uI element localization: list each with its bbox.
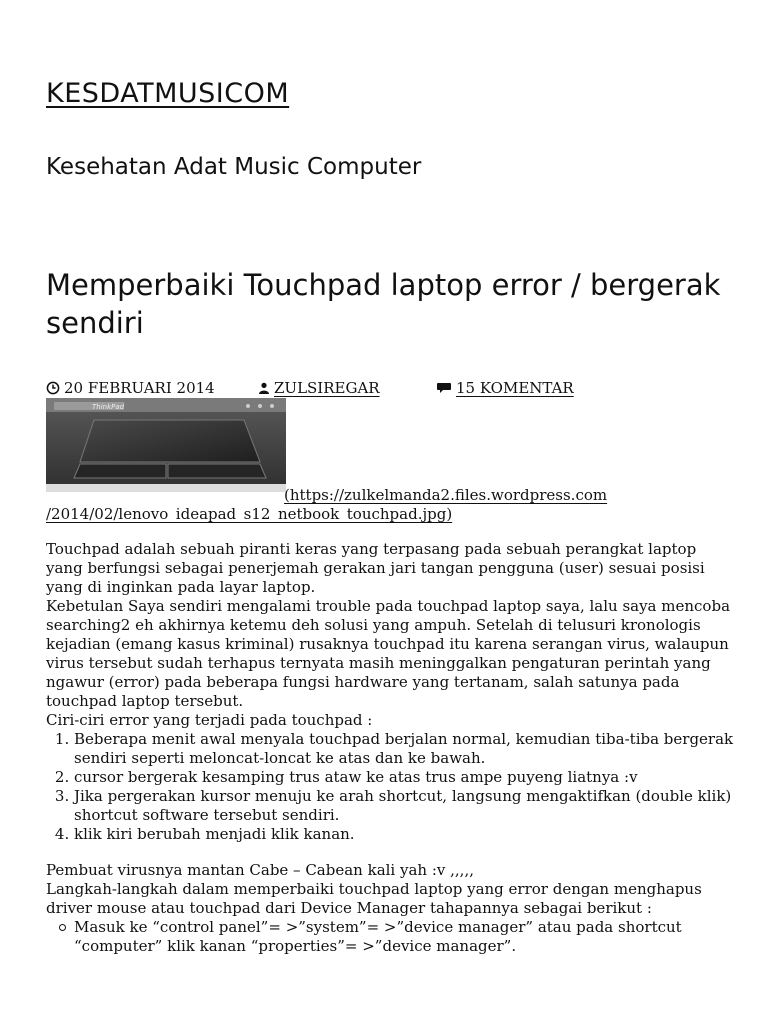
clock-icon [46, 381, 60, 395]
site-title-link[interactable]: KESDATMUSICOM [46, 78, 290, 109]
user-icon [258, 382, 270, 394]
step-text: Masuk ke “control panel”= >”system”= >”device manager” atau pada shortcut “computer” klik kanan “properties”= >”device manager”. [74, 918, 682, 955]
post-comments[interactable] [436, 378, 574, 398]
paragraph: Pembuat virusnya mantan Cabe – Cabean kali yah :v ,,,,, [46, 861, 474, 879]
post-date-text: 20 FEBRUARI 2014 [64, 379, 215, 397]
image-link-line2[interactable]: /2014/02/lenovo_ideapad_s12_netbook_touchpad.jpg) [46, 505, 453, 523]
symptom-list [46, 730, 736, 844]
touchpad-image[interactable] [46, 398, 286, 492]
comment-icon [436, 381, 452, 395]
post-comments-link[interactable]: 15 KOMENTAR [456, 379, 574, 397]
post-author-link[interactable]: ZULSIREGAR [274, 379, 380, 397]
post-author[interactable] [258, 378, 380, 398]
list-item [74, 918, 736, 956]
paragraph: Touchpad adalah sebuah piranti keras yang terpasang pada sebuah perangkat laptop yang berfungsi sebagai penerjemah gerakan jari tangan pengguna (user) sesuai posisi yang di inginkan pada layar laptop. [46, 540, 705, 596]
site-description: Kesehatan Adat Music Computer [46, 154, 422, 180]
image-link-line1[interactable]: (https://zulkelmanda2.files.wordpress.com [284, 486, 608, 504]
list-item: 3. Jika pergerakan kursor menuju ke arah shortcut, langsung mengaktifkan (double klik) shortcut software tersebut sendiri. [74, 787, 736, 825]
steps-list [46, 918, 736, 956]
post-content [46, 540, 736, 956]
list-item: 1. Beberapa menit awal menyala touchpad berjalan normal, kemudian tiba-tiba bergerak sendiri seperti meloncat-loncat ke atas dan ke bawah. [74, 730, 736, 768]
image-source-link[interactable] [46, 486, 736, 524]
list-item: 4. klik kiri berubah menjadi klik kanan. [74, 825, 736, 844]
thinkpad-logo-text: ThinkPad [92, 403, 125, 411]
paragraph: Langkah-langkah dalam memperbaiki touchpad laptop yang error dengan menghapus driver mouse atau touchpad dari Device Manager tahapannya sebagai berikut : [46, 880, 702, 917]
circle-bullet-icon [59, 924, 66, 931]
paragraph: Kebetulan Saya sendiri mengalami trouble pada touchpad laptop saya, lalu saya mencoba searching2 eh akhirnya ketemu deh solusi yang ampuh. Setelah di telusuri kronologis kejadian (emang kasus kriminal) rusaknya touchpad itu karena serangan virus, walaupun virus tersebut sudah terhapus ternyata masih meninggalkan pengaturan perintah yang ngawur (error) pada beberapa fungsi hardware yang tertanam, salah satunya pada touchpad laptop tersebut. [46, 597, 731, 710]
post-date[interactable] [46, 378, 215, 398]
paragraph: Ciri-ciri error yang terjadi pada touchpad : [46, 711, 373, 729]
list-item: 2. cursor bergerak kesamping trus ataw ke atas trus ampe puyeng liatnya :v [74, 768, 736, 787]
post-title: Memperbaiki Touchpad laptop error / bergerak sendiri [46, 268, 721, 340]
